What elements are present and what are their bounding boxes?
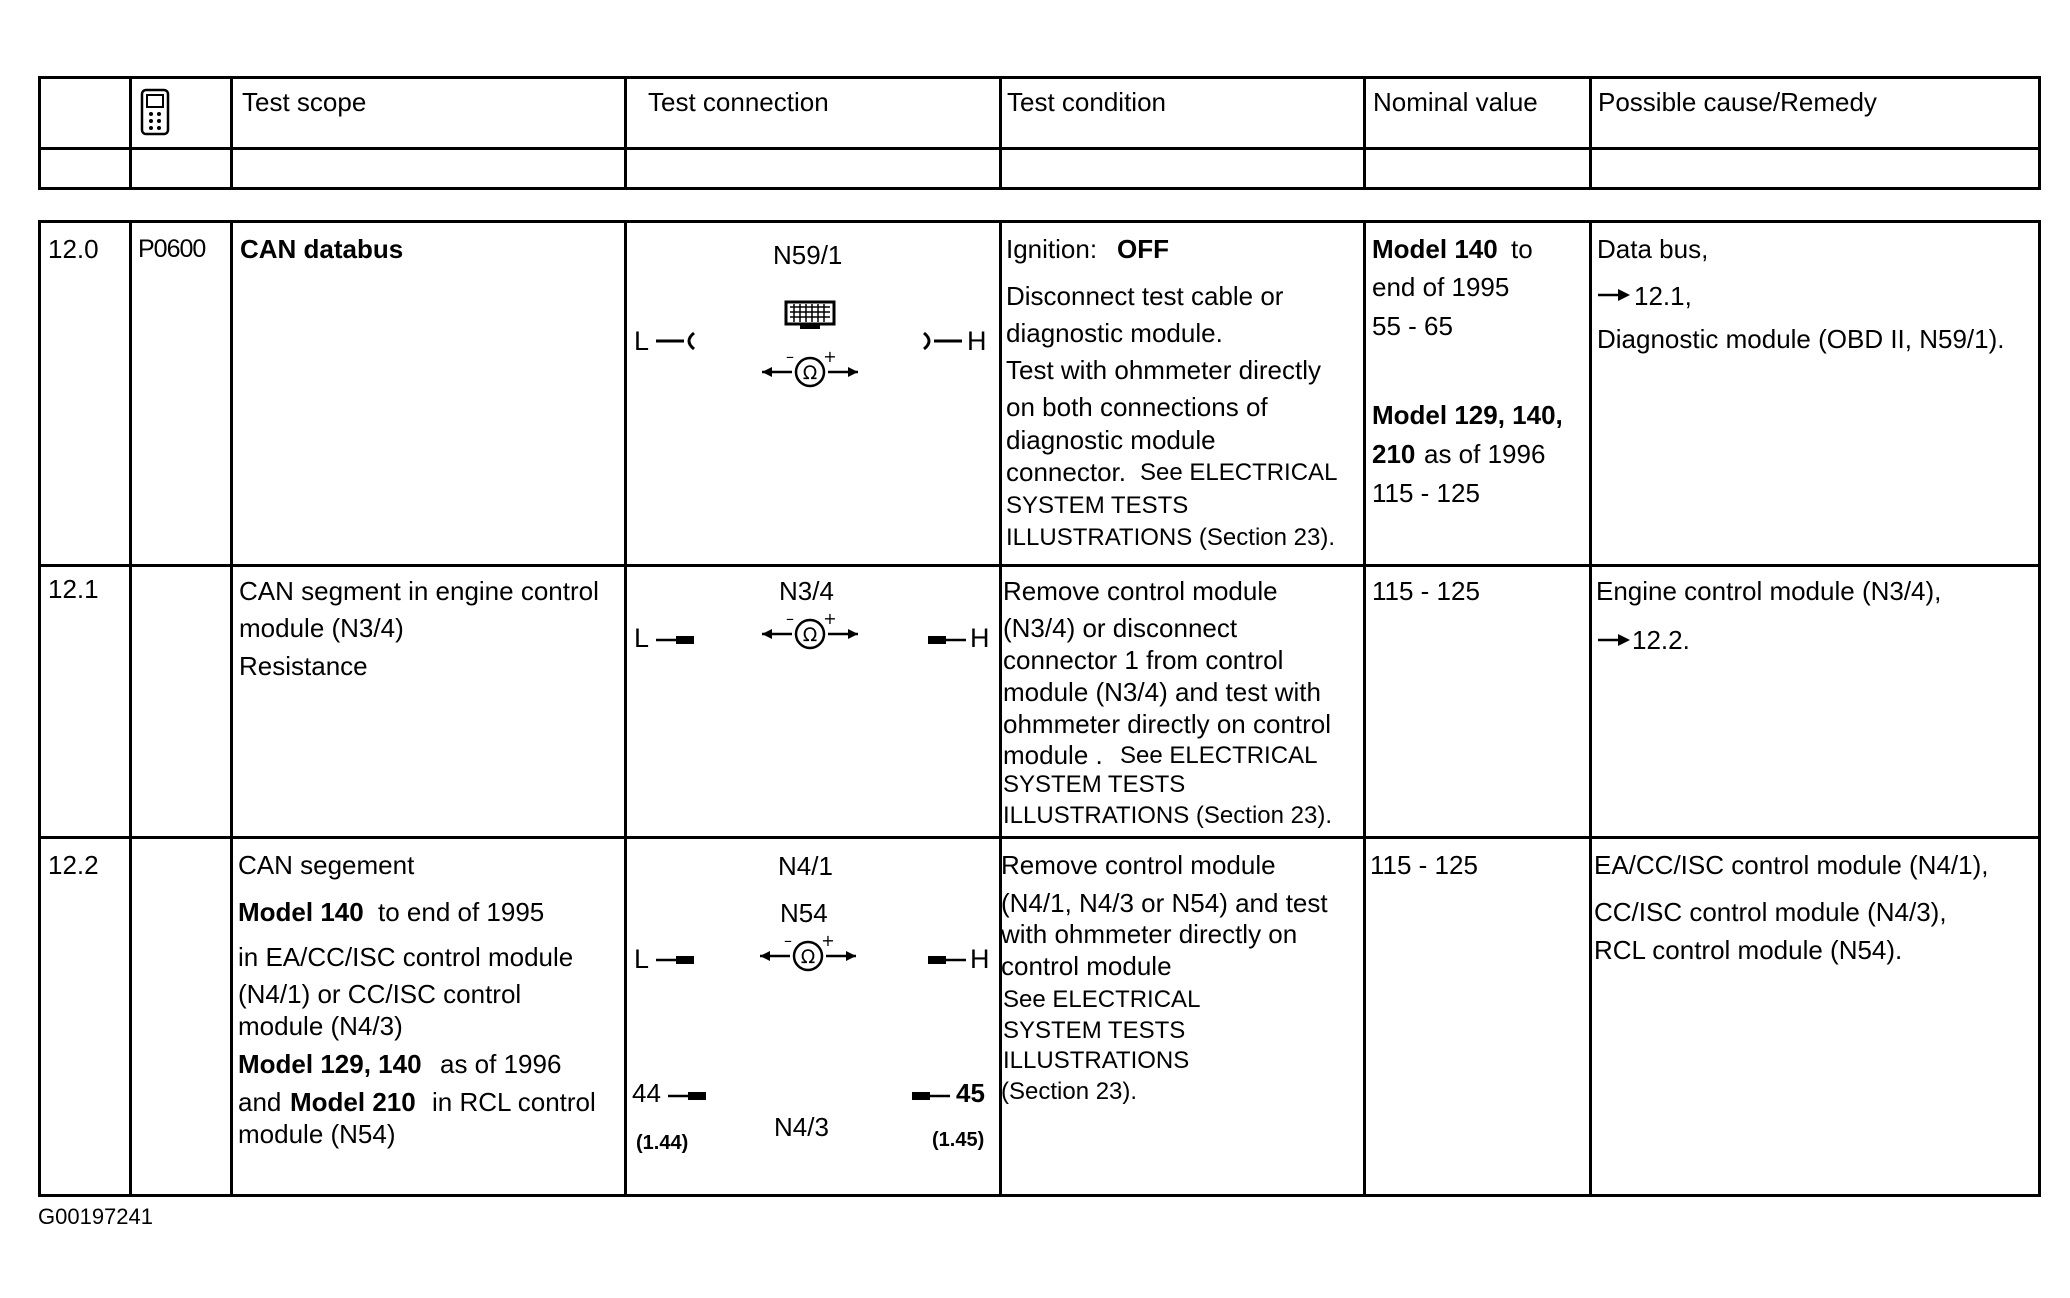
connection-label: N59/1 [773,240,843,270]
model-label: Model 129, 140 [238,1049,422,1079]
svg-text:–: – [784,931,792,950]
remedy-line: Data bus, [1597,234,1709,264]
nominal-value: 115 - 125 [1370,850,1478,880]
connection-label: N4/1 [778,851,833,881]
condition-line: (N4/1, N4/3 or N54) and test [1001,888,1328,918]
condition-line: connector 1 from control [1003,645,1284,675]
header-test-connection: Test connection [648,87,829,117]
connection-label: N4/3 [774,1112,829,1142]
header-test-condition: Test condition [1007,87,1166,117]
condition-line: Test with ohmmeter directly [1006,355,1321,385]
probe-right-icon [920,330,962,352]
step-number: 12.2 [48,850,99,880]
pin-label-right: H [970,944,990,974]
condition-line: diagnostic module. [1006,318,1223,348]
svg-text:+: + [823,609,837,628]
test-scope: CAN segment in engine control [239,576,599,606]
pin-number-right: 45 [956,1078,985,1108]
test-scope: Resistance [239,651,368,681]
condition-line: module (N3/4) and test with [1003,677,1321,707]
svg-text:Ω: Ω [802,362,818,384]
test-scope: to end of 1995 [378,897,545,927]
nominal-value: 115 - 125 [1372,478,1480,508]
model-text: to [1511,234,1533,264]
pin-label-left: L [634,944,650,974]
connection-label: N54 [780,898,828,928]
ohmmeter-icon [758,931,858,976]
test-scope: in EA/CC/ISC control module [238,942,574,972]
test-scope: module (N4/3) [238,1011,403,1041]
probe-right-icon [926,634,966,646]
step-number: 12.1 [48,574,99,604]
svg-text:–: – [786,347,794,366]
condition-line: module . [1003,740,1103,770]
reference-note: ILLUSTRATIONS [1003,1047,1190,1074]
test-scope: CAN databus [240,234,404,264]
remedy-link: 12.1, [1634,281,1692,311]
reference-note: SYSTEM TESTS [1003,1017,1186,1044]
pin-label-left: L [634,623,650,653]
ohmmeter-icon [760,609,860,654]
reference-note: See ELECTRICAL [1140,459,1338,486]
reference-note: (Section 23). [1001,1078,1138,1105]
model-label: Model 129, 140, [1372,400,1563,430]
condition-line: diagnostic module [1006,425,1216,455]
condition-line: ohmmeter directly on control [1003,709,1332,739]
reference-note: See ELECTRICAL [1120,742,1318,769]
header-nominal-value: Nominal value [1373,87,1538,117]
condition-line: on both connections of [1006,392,1268,422]
model-label: Model 140 [1372,234,1498,264]
model-label: Model 210 [290,1087,416,1117]
arrow-right-icon [1598,288,1632,302]
svg-text:Ω: Ω [800,946,816,968]
header-possible-cause: Possible cause/Remedy [1598,87,1877,117]
probe-left-icon [656,634,696,646]
reference-note: SYSTEM TESTS [1006,492,1189,519]
test-scope: and [238,1087,282,1117]
pin-label-right: H [967,326,987,356]
reference-note: ILLUSTRATIONS (Section 23). [1003,802,1332,829]
probe-left-icon [656,330,698,352]
ignition-label: Ignition: [1006,234,1098,264]
figure-id: G00197241 [38,1204,153,1229]
test-scope: (N4/1) or CC/ISC control [238,979,522,1009]
test-scope: as of 1996 [440,1049,562,1079]
test-scope: in RCL control [432,1087,596,1117]
fault-code: P0600 [138,235,206,263]
remedy-link: 12.2. [1632,625,1690,655]
header-test-scope: Test scope [242,87,367,117]
probe-right-icon [910,1090,950,1102]
pin-ref-left: (1.44) [636,1132,689,1154]
reference-note: See ELECTRICAL [1003,986,1201,1013]
test-scope: module (N54) [238,1119,396,1149]
pin-number-left: 44 [632,1078,661,1108]
diagnostic-connector-icon [784,298,838,334]
model-text: end of 1995 [1372,272,1510,302]
probe-right-icon [926,954,966,966]
test-scope: CAN segement [238,850,415,880]
pin-label-left: L [634,326,650,356]
remedy-line: Engine control module (N3/4), [1596,576,1942,606]
connection-label: N3/4 [779,576,834,606]
step-number: 12.0 [48,234,99,264]
pin-label-right: H [970,623,990,653]
remedy-line: Diagnostic module (OBD II, N59/1). [1597,324,2005,354]
svg-text:Ω: Ω [802,624,818,646]
model-label: Model 140 [238,897,364,927]
model-label: 210 [1372,439,1416,469]
condition-line: connector. [1006,457,1126,487]
svg-text:–: – [786,609,794,628]
probe-left-icon [656,954,696,966]
condition-line: with ohmmeter directly on [1001,919,1298,949]
svg-text:+: + [821,931,835,950]
condition-line: Remove control module [1003,576,1278,606]
reference-note: SYSTEM TESTS [1003,771,1186,798]
remedy-line: EA/CC/ISC control module (N4/1), [1594,850,1989,880]
scan-tool-icon [140,88,172,138]
svg-text:+: + [823,347,837,366]
test-scope: module (N3/4) [239,613,404,643]
remedy-line: RCL control module (N54). [1594,935,1903,965]
model-text: as of 1996 [1424,439,1546,469]
arrow-right-icon [1598,633,1632,647]
reference-note: ILLUSTRATIONS (Section 23). [1006,524,1335,551]
ignition-value: OFF [1117,234,1169,264]
probe-left-icon [668,1090,708,1102]
condition-line: (N3/4) or disconnect [1003,613,1238,643]
nominal-value: 115 - 125 [1372,576,1480,606]
condition-line: control module [1001,951,1172,981]
remedy-line: CC/ISC control module (N4/3), [1594,897,1947,927]
nominal-value: 55 - 65 [1372,311,1453,341]
ohmmeter-icon [760,347,860,392]
condition-line: Remove control module [1001,850,1276,880]
pin-ref-right: (1.45) [932,1129,985,1151]
condition-line: Disconnect test cable or [1006,281,1284,311]
